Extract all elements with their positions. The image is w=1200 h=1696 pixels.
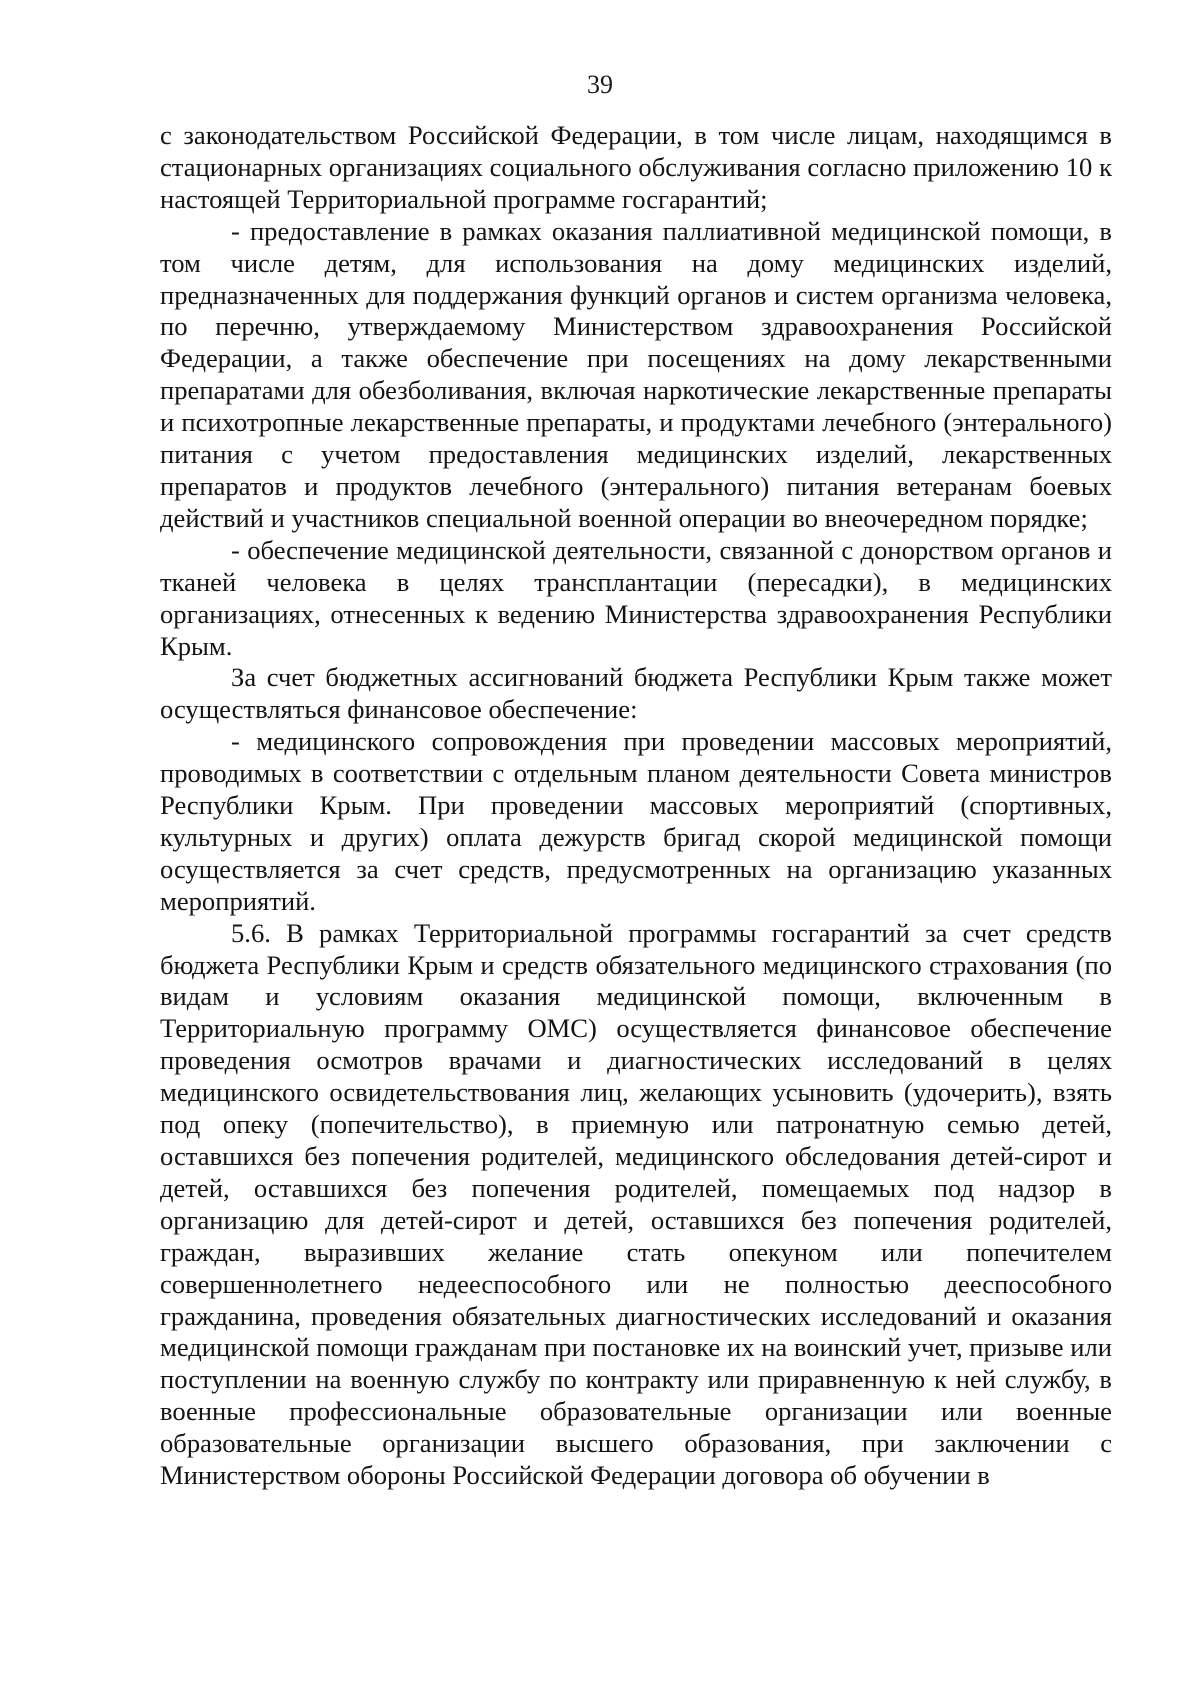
paragraph-organ-donation: - обеспечение медицинской деятельности, связанной с донорством органов и тканей человека в целях трансплантации (пересадки), в медицинских организациях, отнесенных к ведению Министерства здравоохранения Республики Крым. <box>160 534 1112 661</box>
paragraph-section-5-6: 5.6. В рамках Территориальной программы госгарантий за счет средств бюджета Республики Крым и средств обязательного медицинского страхования (по видам и условиям оказания медицинской помощи, включенным в Территориальную программу ОМС) осуществляется финансовое обеспечение проведения осмотров врачами и диагностических исследований в целях медицинского освидетельствования лиц, желающих усыновить (удочерить), взять под опеку (попечительство), в приемную или патронатную семью детей, оставшихся без попечения родителей, медицинского обследования детей-сирот и детей, оставшихся без попечения родителей, помещаемых под надзор в организацию для детей-сирот и детей, оставшихся без попечения родителей, граждан, выразивших желание стать опекуном или попечителем совершеннолетнего недееспособного или не полностью дееспособного гражданина, проведения обязательных диагностических исследований и оказания медицинской помощи гражданам при постановке их на воинский учет, призыве или поступлении на военную службу по контракту или приравненную к ней службу, в военные профессиональные образовательные организации или военные образовательные организации высшего образования, при заключении с Министерством обороны Российской Федерации договора об обучении в <box>160 917 1112 1491</box>
document-body <box>160 120 1112 1492</box>
paragraph-mass-events: - медицинского сопровождения при проведении массовых мероприятий, проводимых в соответствии с отдельным планом деятельности Совета министров Республики Крым. При проведении массовых мероприятий (спортивных, культурных и других) оплата дежурств бригад скорой медицинской помощи осуществляется за счет средств, предусмотренных на организацию указанных мероприятий. <box>160 726 1112 916</box>
paragraph-budget-financing: За счет бюджетных ассигнований бюджета Республики Крым также может осуществляться финансовое обеспечение: <box>160 662 1112 725</box>
paragraph-palliative-care: - предоставление в рамках оказания паллиативной медицинской помощи, в том числе детям, для использования на дому медицинских изделий, предназначенных для поддержания функций органов и систем организма человека, по перечню, утверждаемому Министерством здравоохранения Российской Федерации, а также обеспечение при посещениях на дому лекарственными препаратами для обезболивания, включая наркотические лекарственные препараты и психотропные лекарственные препараты, и продуктами лечебного (энтерального) питания с учетом предоставления медицинских изделий, лекарственных препаратов и продуктов лечебного (энтерального) питания ветеранам боевых действий и участников специальной военной операции во внеочередном порядке; <box>160 215 1112 533</box>
page-number: 39 <box>587 70 613 99</box>
paragraph-continuation: с законодательством Российской Федерации, в том числе лицам, находящимся в стационарных организациях социального обслуживания согласно приложению 10 к настоящей Территориальной программе госгарантий; <box>160 120 1112 214</box>
